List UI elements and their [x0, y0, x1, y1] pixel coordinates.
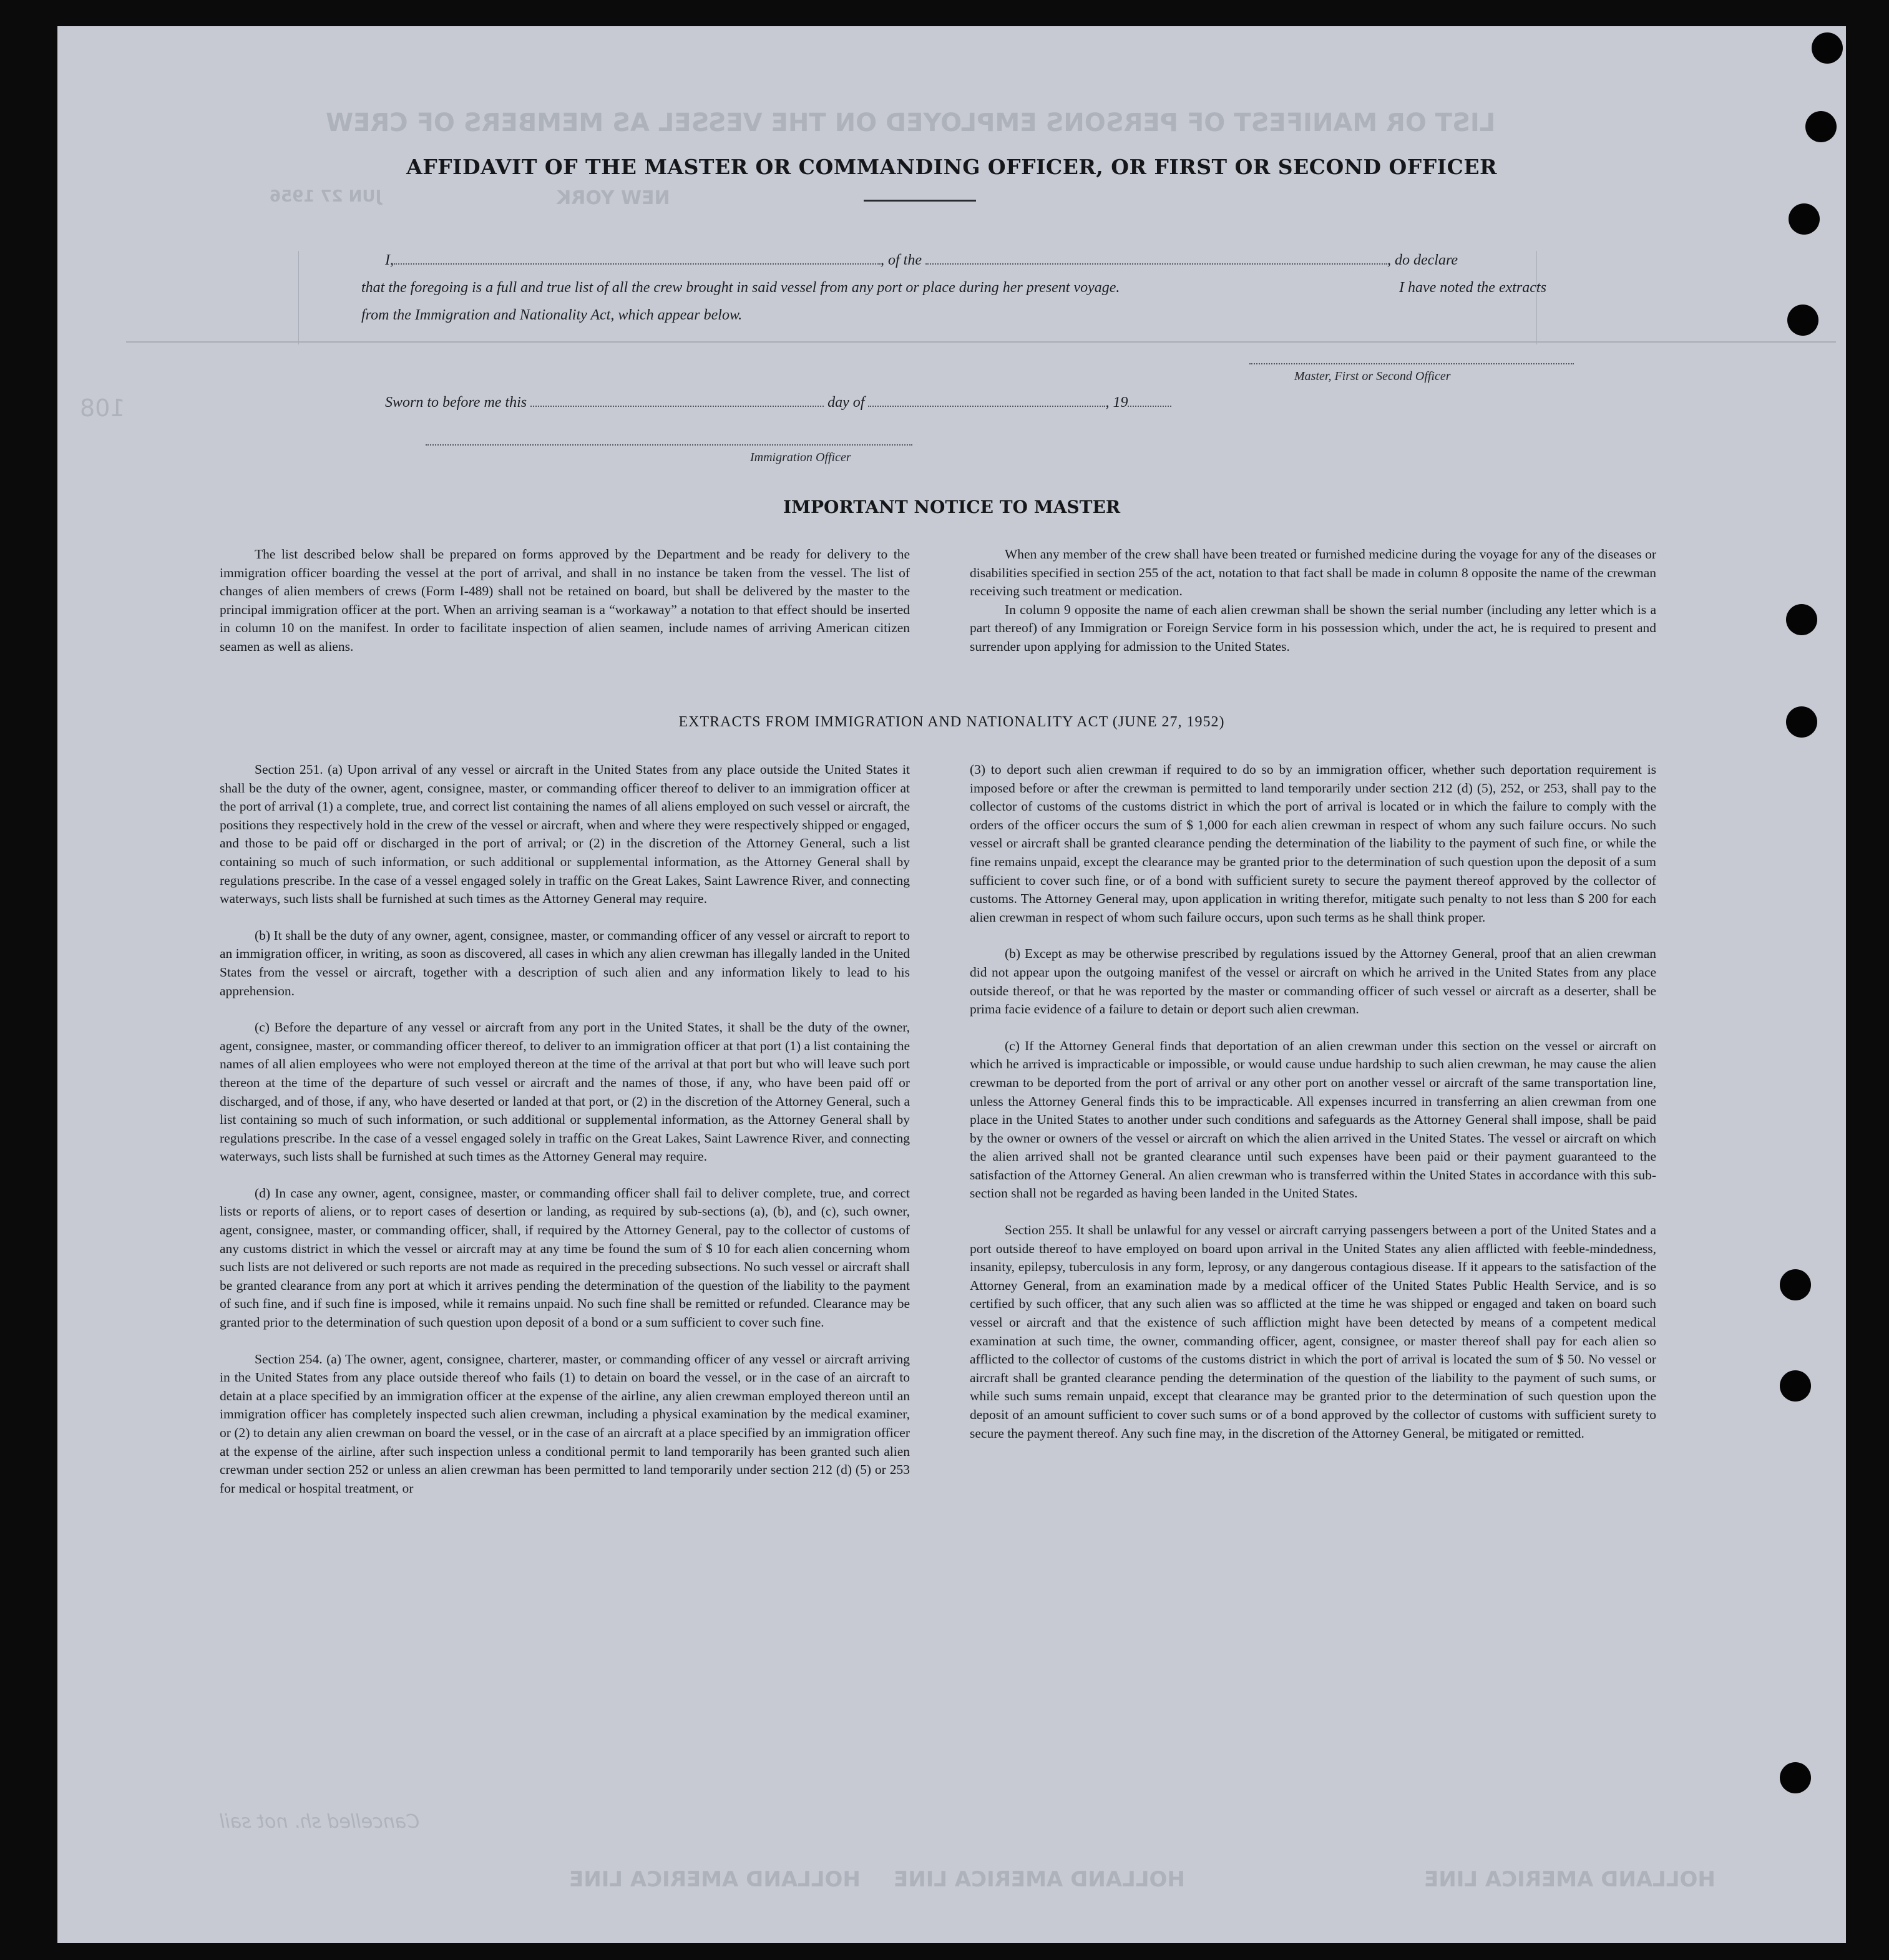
day-of-text: day of — [827, 394, 865, 411]
punch-hole — [1805, 111, 1837, 142]
ghost-port: NEW YORK — [557, 187, 670, 209]
notice-right-text-2: In column 9 opposite the name of each alien crewman shall be shown the serial number (including any letter which is a part thereof) of any Immigration or Foreign Service form in his possession which, under the act, he is required to present and surrender upon applying for admission to the United States. — [970, 602, 1656, 654]
notice-left-column — [220, 545, 910, 656]
punch-hole — [1780, 1762, 1811, 1793]
sworn-text: Sworn to before me this — [385, 394, 527, 411]
year-text: , 19 — [1105, 394, 1128, 411]
section-254-b: (b) Except as may be otherwise prescribed by regulations issued by the Attorney General, proof that an alien crewman did not appear upon the outgoing manifest of the vessel or aircraft on which he arrived in the United States from any place outside thereof, or that he was reported by the master or commanding officer of such vessel or aircraft as a deserter, shall be prima facie evidence of a failure to detain or deport such alien crewman. — [970, 946, 1656, 1017]
affidavit-statement: that the foregoing is a full and true list of all the crew brought in said vessel from any port or place during her present voyage. — [361, 280, 1120, 296]
title-underline — [864, 200, 976, 202]
extracts-right-column — [970, 761, 1656, 1443]
punch-hole — [1787, 305, 1818, 336]
notice-right-column — [970, 545, 1656, 656]
affidavit-line-1 — [385, 252, 1458, 269]
punch-hole — [1786, 604, 1817, 635]
signature-label: Master, First or Second Officer — [1294, 369, 1451, 383]
ghost-stamp-1: HOLLAND AMERICA LINE — [1424, 1867, 1716, 1892]
immigration-officer-line[interactable] — [426, 444, 912, 446]
extracts-title: EXTRACTS FROM IMMIGRATION AND NATIONALITY ACT (JUNE 27, 1952) — [678, 714, 1225, 730]
name-blank[interactable] — [394, 252, 881, 265]
section-255: Section 255. It shall be unlawful for any vessel or aircraft carrying passengers between a port of the United States and a port outside thereof to have employed on board upon arrival in the United States any alien afflicted with feeble-mindedness, insanity, epilepsy, tuberculosis in any form, leprosy, or any dangerous contagious disease. If it appears to the satisfaction of the Attorney General, from an examination made by a medical officer of the United States Public Health Service, and is so certified by such officer, that any such alien was so afflicted at the time he was shipped or engaged and taken on board such vessel or aircraft and that the existence of such affliction might have been detected by means of a competent medical examination at such time, the owner, commanding officer, agent, consignee, or master thereof shall pay for each alien so afflicted to the collector of customs of the customs district in which the port of arrival is located the sum of $ 50. No vessel or aircraft shall be granted clearance pending the determination of the question of the liability to the payment of such sums, or while such sums remain unpaid, except that clearance may be granted prior to the determination of such question upon the deposit of an amount sufficient to cover such sums or of a bond approved by the collector of customs with sufficient surety to secure the payment thereof. Any such fine may, in the discretion of the Attorney General, be mitigated or remitted. — [970, 1222, 1656, 1441]
affidavit-line-2 — [361, 280, 1120, 296]
sworn-date-blank[interactable] — [530, 394, 824, 407]
ghost-column-rule — [1536, 251, 1537, 344]
punch-hole — [1780, 1269, 1811, 1300]
month-blank[interactable] — [868, 394, 1105, 407]
affidavit-declare: , do declare — [1387, 252, 1458, 268]
affidavit-line-2-right: I have noted the extracts — [1399, 280, 1546, 296]
ghost-page-number: 108 — [80, 394, 125, 422]
year-blank[interactable] — [1128, 394, 1171, 407]
ghost-stamp-3: HOLLAND AMERICA LINE — [569, 1867, 861, 1892]
vessel-blank[interactable] — [925, 252, 1387, 265]
ghost-stamp-2: HOLLAND AMERICA LINE — [894, 1867, 1185, 1892]
affidavit-title: AFFIDAVIT OF THE MASTER OR COMMANDING OFFICER, OR FIRST OR SECOND OFFICER — [406, 155, 1497, 179]
section-251-a: Section 251. (a) Upon arrival of any vessel or aircraft in the United States from any place outside the United States it shall be the duty of the owner, agent, consignee, master, or commanding officer thereof to deliver to an immigration officer at the port of arrival (1) a complete, true, and correct list containing the names of all aliens employed on such vessel or aircraft, the positions they respectively hold in the crew of the vessel or aircraft, when and where they were respectively shipped or engaged, and those to be paid off or discharged in the port of arrival; or (2) in the discretion of the Attorney General, such a list containing so much of such information, or such additional or supplemental information, as the Attorney General shall by regulations prescribe. In the case of a vessel engaged solely in traffic on the Great Lakes, Saint Lawrence River, and connecting waterways, such lists shall be furnished at such times as the Attorney General may require. — [220, 762, 910, 907]
punch-hole — [1812, 32, 1843, 64]
ghost-date-stamp: JUN 27 1956 — [270, 187, 382, 206]
ghost-cancelled-note: Cancelled sh. not sail — [220, 1811, 420, 1833]
punch-hole — [1780, 1370, 1811, 1402]
notice-left-text: The list described below shall be prepared on forms approved by the Department and be ready for delivery to the immigration officer boarding the vessel at the port of arrival, and shall in no instance be taken from the vessel. The list of changes of alien members of crews (Form I-489) shall not be retained on board, but shall be delivered by the master to the principal immigration officer at the port. When an arriving seaman is a “workaway” a notation to that effect should be inserted in column 10 on the manifest. In order to facilitate inspection of alien seamen, include names of arriving American citizen seamen as well as aliens. — [220, 547, 910, 654]
punch-hole — [1786, 706, 1817, 738]
section-251-c: (c) Before the departure of any vessel or aircraft from any port in the United States, it shall be the duty of the owner, agent, consignee, master, or commanding officer thereof, to deliver to an immigration officer at that port (1) a list containing the names of all alien employees who were not employed thereon at the time of the arrival at that port but who will leave such port thereon at the time of the departure of such vessel or aircraft and the names of those, if any, who have been paid off or discharged, and of those, if any, who have deserted or landed at that port, or (2) in the discretion of the Attorney General, such a list containing so much of such information, or such additional or supplemental information, as the Attorney General shall by regulations prescribe. In the case of a vessel engaged solely in traffic on the Great Lakes, Saint Lawrence River, and connecting waterways, such lists shall be furnished at such times as the Attorney General may require. — [220, 1020, 910, 1164]
affidavit-of-the: , of the — [881, 252, 922, 268]
ghost-manifest-title: LIST OR MANIFEST OF PERSONS EMPLOYED ON THE VESSEL AS MEMBERS OF CREW — [326, 109, 1496, 137]
section-254-a-continued: (3) to deport such alien crewman if required to do so by an immigration officer, whether such deportation requirement is imposed before or after the crewman is permitted to land temporarily under section 212 (d) (5), 252, or 253, shall pay to the collector of customs of the customs district in which the port of arrival is located or in which the failure to comply with the orders of the officer occurs the sum of $ 1,000 for each alien crewman in respect of whom any such failure occurs. No such vessel or aircraft shall be granted clearance pending the determination of the liability to the payment of such fine, or while the fine remains unpaid, except the clearance may be granted prior to the determination of such question upon the deposit of a sum sufficient to cover such fine, or of a bond with sufficient surety to secure the payment thereof approved by the collector of customs. The Attorney General may, upon application in writing therefor, mitigate such penalty to not less than $ 200 for each alien crewman in respect of whom such failure occurs, upon such terms as he shall think proper. — [970, 762, 1656, 925]
notice-right-text-1: When any member of the crew shall have been treated or furnished medicine during the voyage for any of the diseases or disabilities specified in section 255 of the act, notation to that fact shall be made in column 8 opposite the name of the crewman receiving such treatment or medication. — [970, 547, 1656, 599]
section-254-c: (c) If the Attorney General finds that deportation of an alien crewman under this section on the vessel or aircraft on which he arrived is impracticable or impossible, or would cause undue hardship to such alien crewman, he may cause the alien crewman to be deported from the port of arrival or any other port on another vessel or aircraft of the same transportation line, unless the Attorney General finds this to be impracticable. All expenses incurred in transferring an alien crewman from one place in the United States to another under such conditions and safeguards as the Attorney General shall impose, shall be paid by the owner or owners of the vessel or aircraft on which the alien arrived in the United States. The vessel or aircraft on which the alien arrived shall not be granted clearance until such expenses have been paid or their payment guaranteed to the satisfaction of the Attorney General. An alien crewman who is transferred within the United States in accordance with this sub-section shall not be regarded as having been landed in the United States. — [970, 1038, 1656, 1201]
ghost-header-rule — [126, 341, 1836, 343]
sworn-line — [385, 394, 1171, 411]
affidavit-line-3: from the Immigration and Nationality Act, which appear below. — [361, 307, 743, 323]
extracts-left-column — [220, 761, 910, 1498]
affidavit-i: I, — [385, 252, 394, 268]
document-sheet — [57, 26, 1846, 1943]
immigration-officer-label: Immigration Officer — [750, 451, 851, 464]
punch-hole — [1789, 203, 1820, 235]
section-251-d: (d) In case any owner, agent, consignee, master, or commanding officer shall fail to deliver complete, true, and correct lists or reports of aliens, or to report cases of desertion or landing, as required by sub-sections (a), (b), and (c), such owner, agent, consignee, master, or commanding officer, shall, if required by the Attorney General, pay to the collector of customs of any customs district in which the vessel or aircraft may at any time be found the sum of $ 10 for each alien concerning whom such lists are not delivered or such reports are not made as required in the preceding subsections. No such vessel or aircraft shall be granted clearance from any port at which it arrives pending the determination of the question of the liability to the payment of such fine, and if such fine is imposed, while it remains unpaid. No such fine shall be remitted or refunded. Clearance may be granted prior to the determination of such question upon deposit of a bond or a sum sufficient to cover such fine. — [220, 1185, 910, 1330]
section-254-a: Section 254. (a) The owner, agent, consignee, charterer, master, or commanding officer of any vessel or aircraft arriving in the United States from any place outside thereof who fails (1) to detain on board the vessel, or in the case of an aircraft to detain at a place specified by an immigration officer at the expense of the airline, any alien crewman employed thereon until an immigration officer has completely inspected such alien crewman, including a physical examination by the medical examiner, or (2) to detain any alien crewman on board the vessel, or in the case of an aircraft at a place specified by an immigration officer at the expense of the airline, after such inspection unless a conditional permit to land temporarily has been granted such alien crewman under section 252 or unless an alien crewman has been permitted to land temporarily under section 212 (d) (5) or 253 for medical or hospital treatment, or — [220, 1351, 910, 1496]
signature-line[interactable] — [1249, 363, 1574, 364]
notice-title: IMPORTANT NOTICE TO MASTER — [783, 497, 1121, 517]
ghost-column-rule — [298, 251, 299, 344]
section-251-b: (b) It shall be the duty of any owner, agent, consignee, master, or commanding officer of any vessel or aircraft to report to an immigration officer, in writing, as soon as discovered, all cases in which any alien crewman has illegally landed in the United States from the vessel or aircraft, together with a description of such alien and any information likely to lead to his apprehension. — [220, 927, 910, 998]
